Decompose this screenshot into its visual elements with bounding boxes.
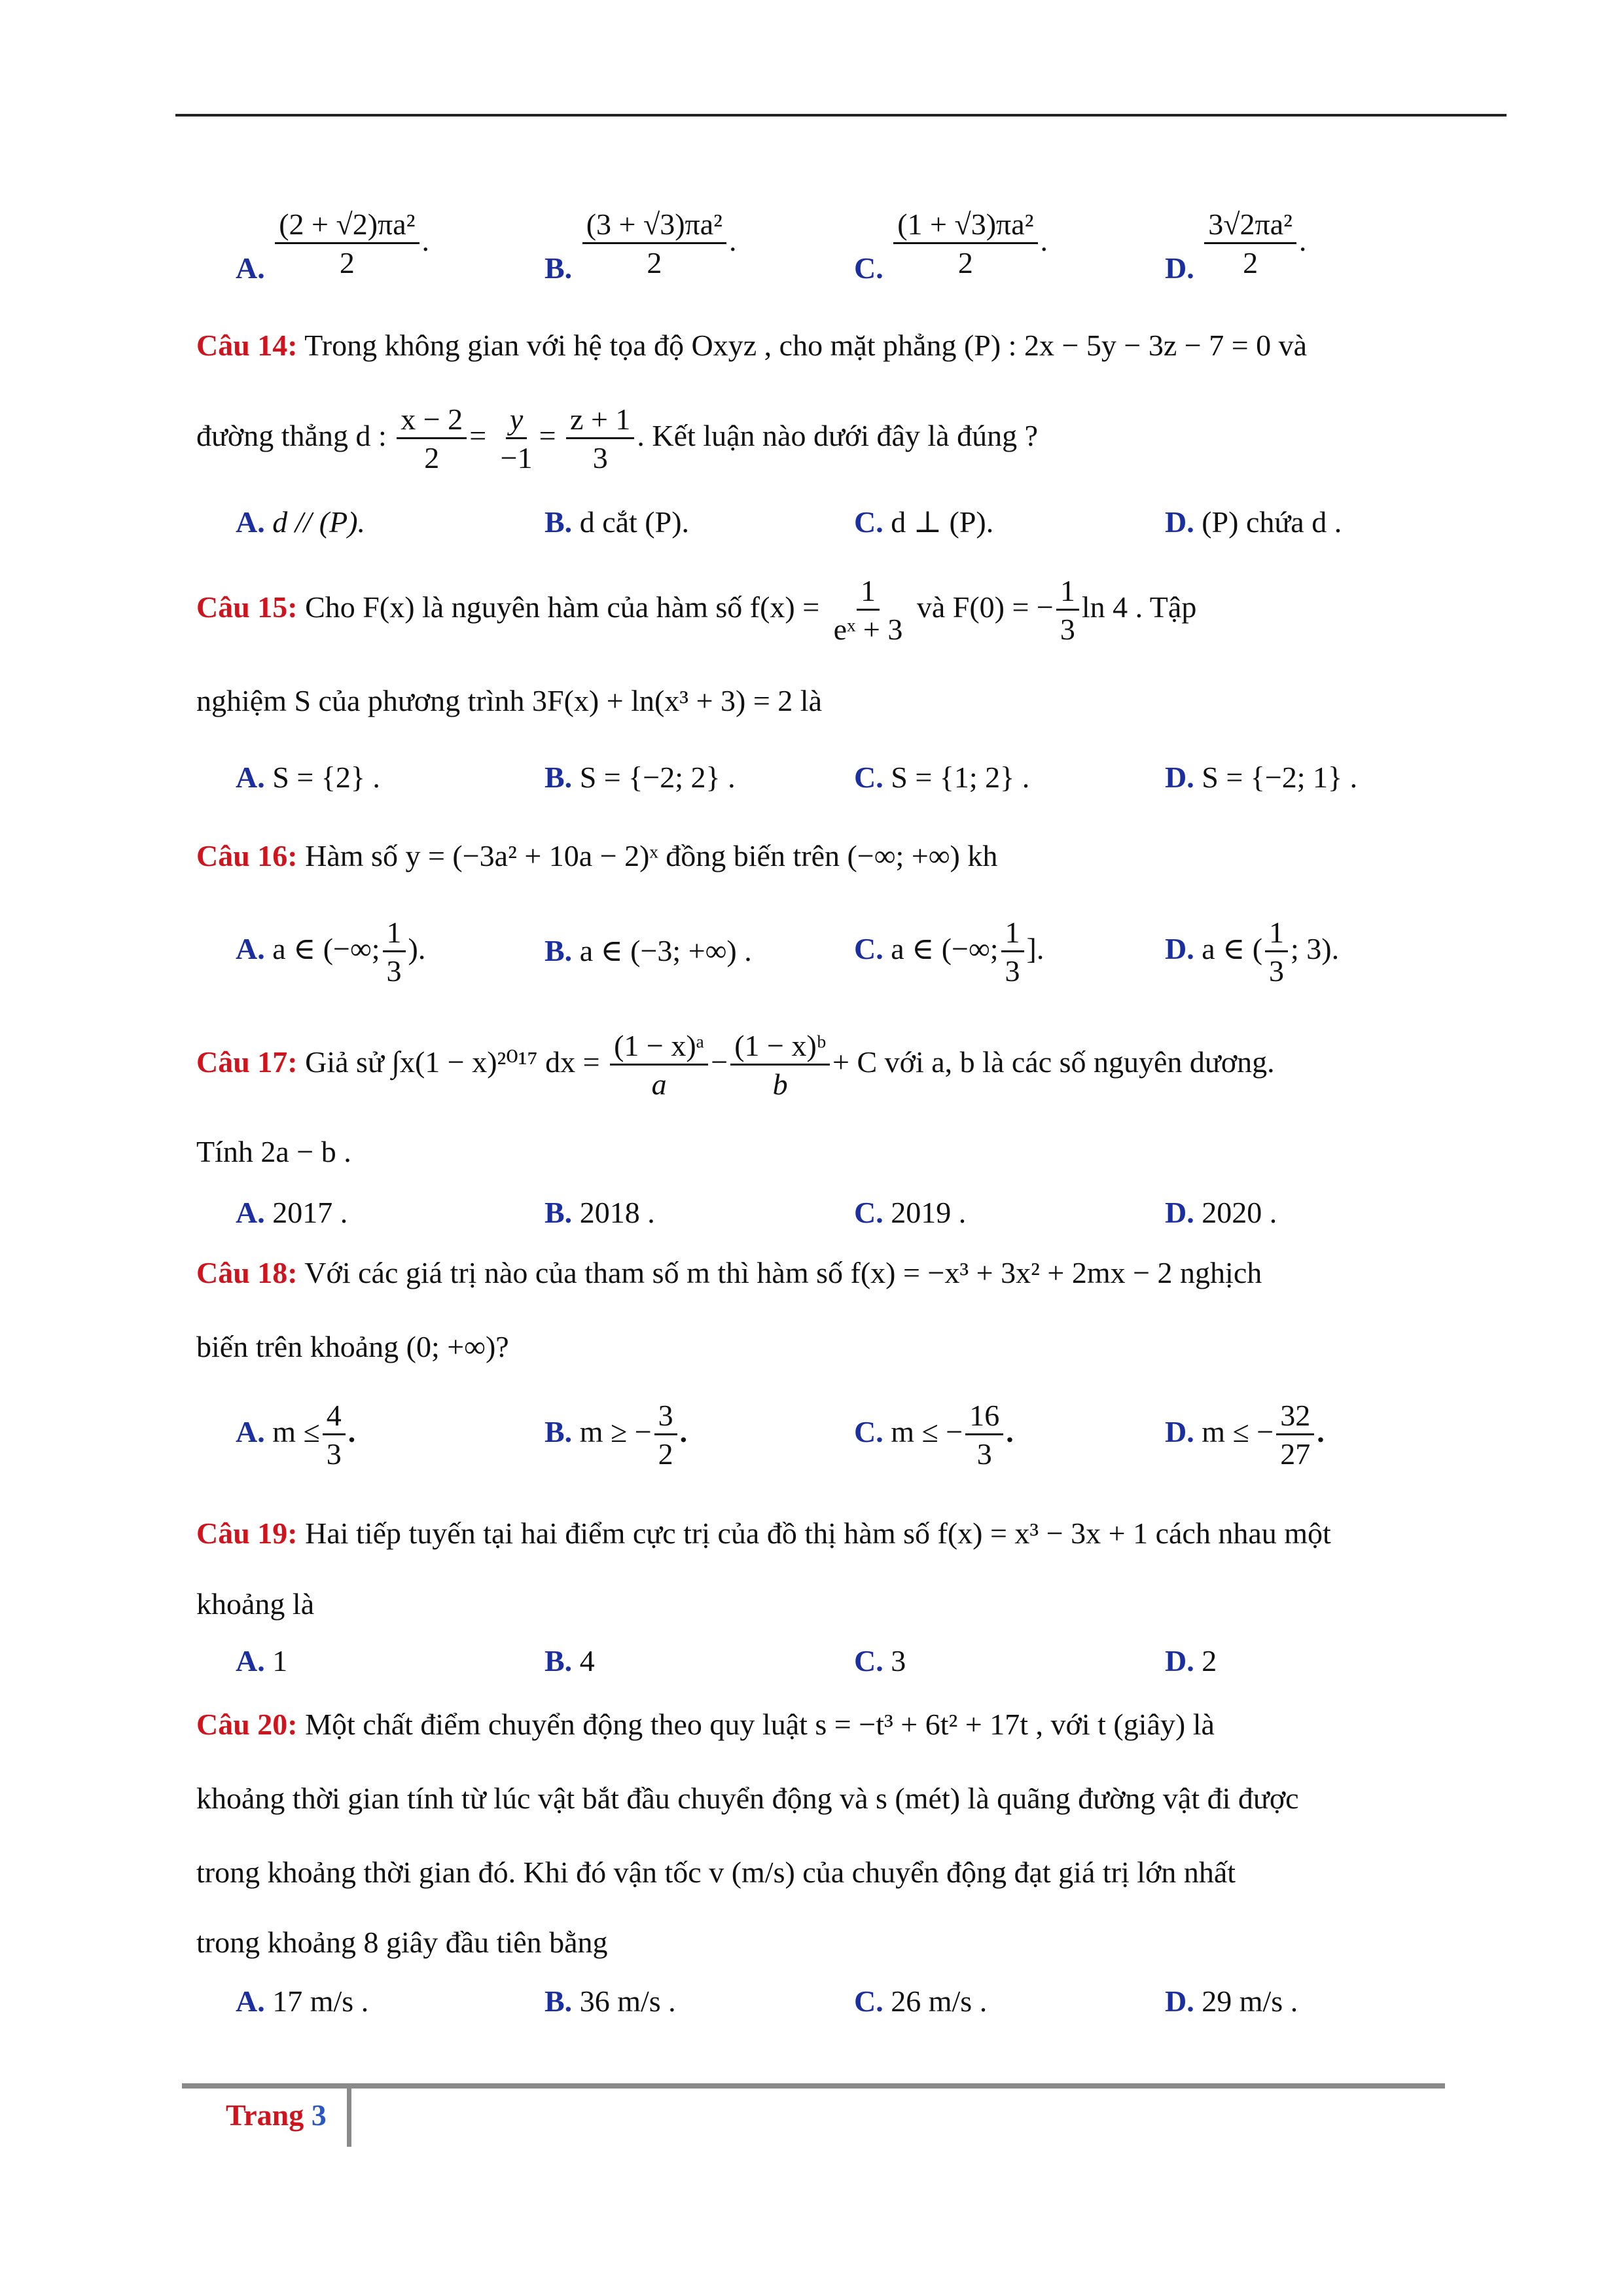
q14-text: Trong không gian với hệ tọa độ Oxyz , cho mặt phẳng (P) : 2x − 5y − 3z − 7 = 0 và <box>304 329 1308 362</box>
q19-option-a[interactable]: A. 1 <box>236 1644 288 1677</box>
footer-rule <box>182 2083 1445 2089</box>
q15-option-a[interactable]: A. S = {2} . <box>236 761 380 794</box>
q15-option-d[interactable]: D. S = {−2; 1} . <box>1165 761 1358 794</box>
q14-option-a[interactable]: A. d // (P). <box>236 505 366 539</box>
q19-line1: Câu 19: Hai tiếp tuyến tại hai điểm cực trị của đồ thị hàm số f(x) = x³ − 3x + 1 cách nhau một <box>196 1516 1331 1550</box>
q15-option-c[interactable]: C. S = {1; 2} . <box>854 761 1030 794</box>
q17-label: Câu 17: <box>196 1045 298 1079</box>
q20-line4: trong khoảng 8 giây đầu tiên bằng <box>196 1926 608 1959</box>
q14-option-d[interactable]: D. (P) chứa d . <box>1165 505 1342 539</box>
q16-option-b[interactable]: B. a ∈ (−3; +∞) . <box>544 934 752 967</box>
q13-option-a[interactable]: A. $\frac{\text{(2 + √2)πa²}}{2}$ . <box>236 207 429 285</box>
q17-line2: Tính 2a − b . <box>196 1135 351 1168</box>
q14-label: Câu 14: <box>196 329 298 362</box>
q19-option-d[interactable]: D. 2 <box>1165 1644 1217 1677</box>
q17-option-b[interactable]: B. 2018 . <box>544 1196 655 1229</box>
q19-option-c[interactable]: C. 3 <box>854 1644 906 1677</box>
q15-option-b[interactable]: B. S = {−2; 2} . <box>544 761 736 794</box>
q14-line1 <box>196 331 1430 361</box>
q16-option-a[interactable]: A. a ∈ (−∞; $\frac{1}{3}$ ). <box>236 916 426 988</box>
q20-option-c[interactable]: C. 26 m/s . <box>854 1984 988 2018</box>
q15-line2: nghiệm S của phương trình 3F(x) + ln(x³ + 3) = 2 là <box>196 684 822 717</box>
q16-label: Câu 16: <box>196 839 298 872</box>
q20-line3: trong khoảng thời gian đó. Khi đó vận tốc v (m/s) của chuyển động đạt giá trị lớn nhất <box>196 1856 1236 1889</box>
q19-line2: khoảng là <box>196 1587 315 1621</box>
q14-line2: đường thẳng d : $\frac{x - 2}{2}$ = $\frac{y}{-1}$ = $\frac{z + 1}{3}$ . Kết luận nào dưới đây là đúng ? <box>196 403 1039 475</box>
q16-line1: Câu 16: Hàm số y = (−3a² + 10a − 2)ˣ đồng biến trên (−∞; +∞) kh <box>196 839 998 872</box>
q13-option-c[interactable]: C. $\frac{\text{(1 + √3)πa²}}{2}$ . <box>854 207 1048 285</box>
q18-option-b[interactable]: B. m ≥ − $\frac{3}{2}$ . <box>544 1399 688 1471</box>
q14-option-b[interactable]: B. d cắt (P). <box>544 505 690 539</box>
q18-label: Câu 18: <box>196 1256 298 1289</box>
q20-line2: khoảng thời gian tính từ lúc vật bắt đầu chuyển động và s (mét) là quãng đường vật đi được <box>196 1782 1299 1815</box>
q20-option-b[interactable]: B. 36 m/s . <box>544 1984 676 2018</box>
q18-option-a[interactable]: A. m ≤ $\frac{4}{3}$ . <box>236 1399 356 1471</box>
q19-option-b[interactable]: B. 4 <box>544 1644 595 1677</box>
q18-line1: Câu 18: Với các giá trị nào của tham số m thì hàm số f(x) = −x³ + 3x² + 2mx − 2 nghịch <box>196 1256 1262 1289</box>
header-rule <box>175 114 1507 117</box>
q19-label: Câu 19: <box>196 1516 298 1550</box>
q13-option-b[interactable]: B. $\frac{\text{(3 + √3)πa²}}{2}$ . <box>544 207 737 285</box>
q14-option-c[interactable]: C. d ⊥ (P). <box>854 505 994 539</box>
q17-line1: Câu 17: Giả sử ∫x(1 − x)²⁰¹⁷ dx = $\frac{\text{(1 − x)ᵃ}}{a}$ − $\frac{\text{(1 − x)ᵇ}}{b}$ + C với a, b là các số nguyên dương. <box>196 1029 1275 1101</box>
q17-option-c[interactable]: C. 2019 . <box>854 1196 967 1229</box>
page-number: Trang 3 <box>226 2098 327 2132</box>
q20-label: Câu 20: <box>196 1708 298 1741</box>
q20-option-a[interactable]: A. 17 m/s . <box>236 1984 369 2018</box>
q18-line2: biến trên khoảng (0; +∞)? <box>196 1330 509 1363</box>
q20-option-d[interactable]: D. 29 m/s . <box>1165 1984 1298 2018</box>
q18-option-d[interactable]: D. m ≤ − $\frac{32}{27}$ . <box>1165 1399 1325 1471</box>
q16-option-d[interactable]: D. a ∈ ( $\frac{1}{3}$ ; 3). <box>1165 916 1340 988</box>
footer-divider <box>347 2088 351 2147</box>
q13-option-d[interactable]: D. $\frac{\text{3√2πa²}}{2}$ . <box>1165 207 1307 285</box>
q16-option-c[interactable]: C. a ∈ (−∞; $\frac{1}{3}$ ]. <box>854 916 1044 988</box>
q20-line1: Câu 20: Một chất điểm chuyển động theo quy luật s = −t³ + 6t² + 17t , với t (giây) là <box>196 1708 1215 1741</box>
q18-option-c[interactable]: C. m ≤ − $\frac{16}{3}$ . <box>854 1399 1014 1471</box>
q15-line1: Câu 15: Cho F(x) là nguyên hàm của hàm số f(x) = $\frac{1}{\text{eˣ + 3}}$ và F(0) = − $\frac{1}{3}$ ln 4 . Tập <box>196 574 1197 646</box>
q17-option-a[interactable]: A. 2017 . <box>236 1196 348 1229</box>
q17-option-d[interactable]: D. 2020 . <box>1165 1196 1277 1229</box>
q15-label: Câu 15: <box>196 590 298 624</box>
